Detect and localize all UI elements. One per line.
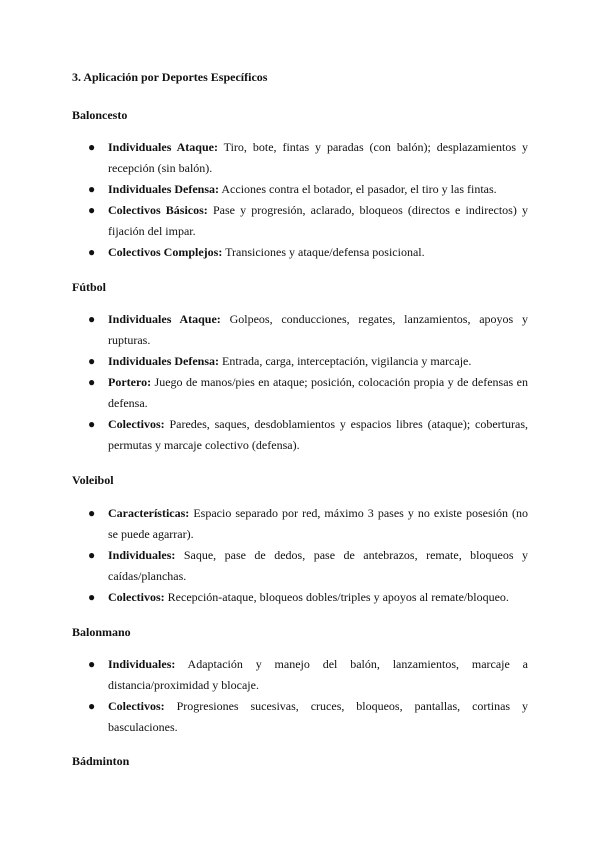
list-item [88, 242, 528, 263]
list-item [88, 414, 528, 456]
item-label: Individuales Ataque: [108, 312, 221, 326]
list-item [88, 696, 528, 738]
list-item [88, 545, 528, 587]
list-item [88, 654, 528, 696]
bullet-icon: ● [88, 375, 96, 389]
item-text: Acciones contra el botador, el pasador, el tiro y las fintas. [219, 182, 497, 196]
list-item [88, 372, 528, 414]
item-label: Portero: [108, 375, 152, 389]
bullet-icon: ● [88, 245, 96, 259]
list-item [88, 137, 528, 179]
item-text: Adaptación y manejo del balón, lanzamientos, marcaje a distancia/proximidad y blocaje. [108, 657, 528, 692]
section-heading-main: 3. Aplicación por Deportes Específicos [72, 70, 268, 84]
list-item [88, 179, 528, 200]
bullet-list-futbol [88, 309, 528, 456]
list-item [88, 309, 528, 351]
item-label: Individuales Defensa: [108, 182, 220, 196]
bullet-icon: ● [88, 182, 96, 196]
item-text: Tiro, bote, fintas y paradas (con balón); desplazamientos y recepción (sin balón). [108, 140, 528, 175]
bullet-icon: ● [88, 203, 96, 217]
item-label: Características: [108, 506, 190, 520]
bullet-list-balonmano [88, 654, 528, 738]
item-text: Recepción-ataque, bloqueos dobles/triples y apoyos al remate/bloqueo. [164, 590, 509, 604]
item-label: Colectivos: [108, 699, 165, 713]
bullet-icon: ● [88, 417, 96, 431]
bullet-icon: ● [88, 312, 96, 326]
sport-heading-balonmano: Balonmano [72, 625, 131, 639]
bullet-icon: ● [88, 548, 96, 562]
item-text: Transiciones y ataque/defensa posicional. [222, 245, 425, 259]
bullet-list-baloncesto [88, 137, 528, 263]
sport-heading-voleibol: Voleibol [72, 473, 114, 487]
item-text: Pase y progresión, aclarado, bloqueos (directos e indirectos) y fijación del impar. [108, 203, 528, 238]
item-text: Juego de manos/pies en ataque; posición, colocación propia y de defensas en defensa. [108, 375, 528, 410]
bullet-icon: ● [88, 354, 96, 368]
item-label: Individuales: [108, 548, 176, 562]
list-item [88, 351, 528, 372]
bullet-list-voleibol [88, 503, 528, 608]
item-label: Colectivos Básicos: [108, 203, 208, 217]
sport-heading-baloncesto: Baloncesto [72, 108, 128, 122]
bullet-icon: ● [88, 590, 96, 604]
item-text: Paredes, saques, desdoblamientos y espacios libres (ataque); coberturas, permutas y marcaje colectivo (defensa). [108, 417, 528, 452]
bullet-icon: ● [88, 699, 96, 713]
item-label: Individuales Ataque: [108, 140, 218, 154]
list-item [88, 587, 528, 608]
item-text: Saque, pase de dedos, pase de antebrazos, remate, bloqueos y caídas/planchas. [108, 548, 528, 583]
bullet-icon: ● [88, 657, 96, 671]
item-text: Entrada, carga, interceptación, vigilancia y marcaje. [219, 354, 472, 368]
list-item [88, 503, 528, 545]
sport-heading-futbol: Fútbol [72, 280, 107, 294]
bullet-icon: ● [88, 506, 96, 520]
item-text: Golpeos, conducciones, regates, lanzamientos, apoyos y rupturas. [108, 312, 528, 347]
item-label: Individuales: [108, 657, 176, 671]
item-text: Espacio separado por red, máximo 3 pases y no existe posesión (no se puede agarrar). [108, 506, 528, 541]
item-label: Individuales Defensa: [108, 354, 220, 368]
item-text: Progresiones sucesivas, cruces, bloqueos, pantallas, cortinas y basculaciones. [108, 699, 528, 734]
list-item [88, 200, 528, 242]
item-label: Colectivos: [108, 417, 165, 431]
item-label: Colectivos Complejos: [108, 245, 223, 259]
sport-heading-badminton: Bádminton [72, 754, 130, 768]
item-label: Colectivos: [108, 590, 165, 604]
bullet-icon: ● [88, 140, 96, 154]
